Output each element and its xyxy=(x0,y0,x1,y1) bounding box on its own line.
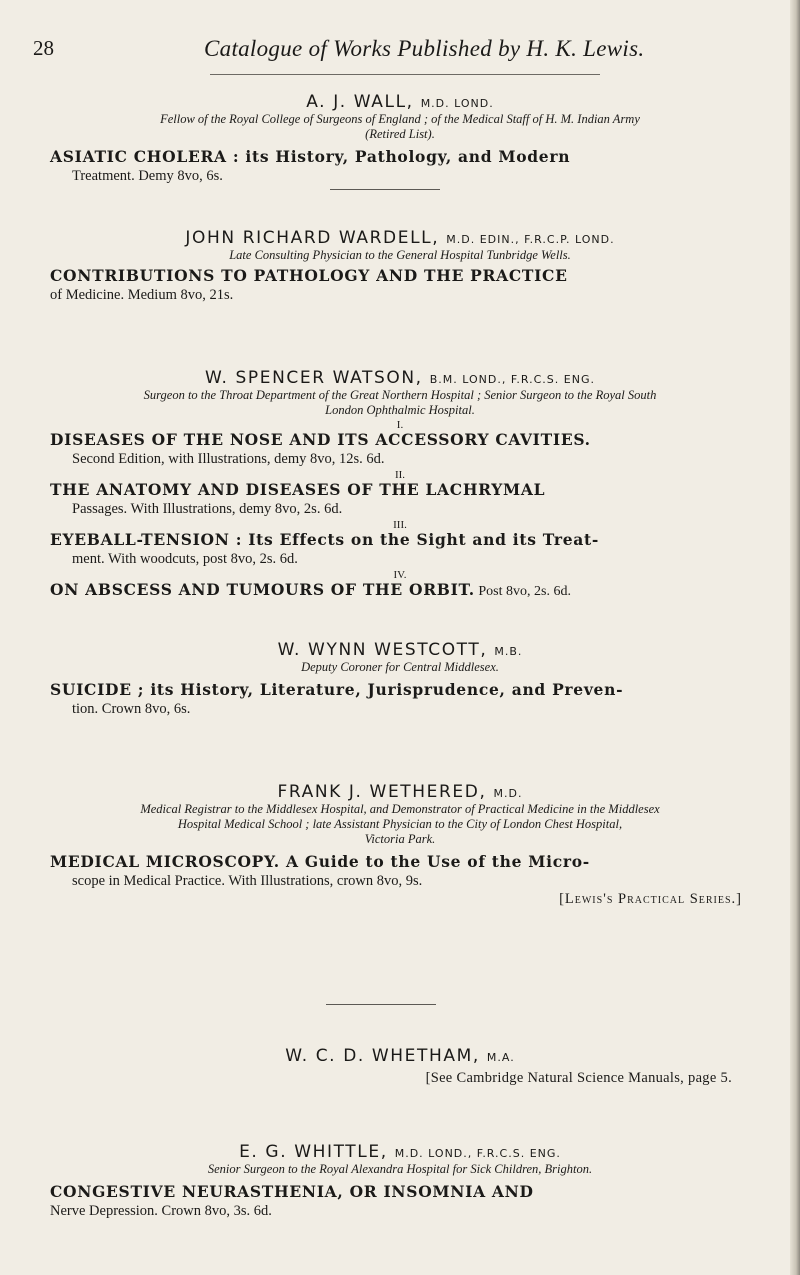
book-detail: of Medicine. Medium 8vo, 21s. xyxy=(50,287,234,303)
catalogue-entry-wall xyxy=(0,92,800,185)
catalogue-entry-westcott xyxy=(0,640,800,718)
book-numeral: II. xyxy=(394,469,406,481)
book-title-rest: Its Effects on the Sight and its Treat- xyxy=(242,530,600,549)
author-degrees: M.D. EDIN., F.R.C.P. LOND. xyxy=(446,233,615,246)
book-detail: Passages. With Illustrations, demy 8vo, 2s. 6d. xyxy=(72,501,343,517)
book-title: ASIATIC CHOLERA : xyxy=(50,147,240,166)
book-detail: Nerve Depression. Crown 8vo, 3s. 6d. xyxy=(50,1203,272,1219)
catalogue-entry-whittle xyxy=(0,1142,800,1220)
author-degrees: M.D. xyxy=(493,787,523,800)
book-detail: Second Edition, with Illustrations, demy 8vo, 12s. 6d. xyxy=(72,451,385,467)
book-title: SUICIDE ; xyxy=(50,680,145,699)
cross-reference-note: [See Cambridge Natural Science Manuals, page 5. xyxy=(425,1070,732,1086)
author-name: E. G. WHITTLE, M.D. LOND., F.R.C.S. ENG. xyxy=(239,1142,561,1162)
book-title-rest: A Guide to the Use of the Micro- xyxy=(279,852,590,871)
book-listing xyxy=(50,531,750,568)
page-header xyxy=(0,34,800,74)
book-listing xyxy=(50,853,750,908)
running-title: Catalogue of Works Published by H. K. Lewis. xyxy=(204,36,645,61)
author-name: A. J. WALL, M.D. LOND. xyxy=(306,92,494,112)
book-title-rest: its History, Literature, Jurisprudence, and Preven- xyxy=(144,680,624,699)
catalogue-entry-whetham xyxy=(0,1046,800,1087)
book-numeral: I. xyxy=(396,419,404,431)
book-title: ON ABSCESS AND TUMOURS OF THE ORBIT. xyxy=(50,580,475,599)
author-degrees: M.D. LOND. xyxy=(420,97,494,110)
series-note: [Lewis's Practical Series.] xyxy=(559,891,742,907)
author-name: W. SPENCER WATSON, B.M. LOND., F.R.C.S. ENG. xyxy=(205,368,595,388)
book-detail: tion. Crown 8vo, 6s. xyxy=(72,701,191,717)
author-name: JOHN RICHARD WARDELL, M.D. EDIN., F.R.C.P. LOND. xyxy=(185,228,615,248)
author-name: FRANK J. WETHERED, M.D. xyxy=(277,782,523,802)
section-divider xyxy=(326,1004,436,1005)
book-detail: Post 8vo, 2s. 6d. xyxy=(474,584,571,599)
book-listing xyxy=(50,1183,750,1220)
book-detail: ment. With woodcuts, post 8vo, 2s. 6d. xyxy=(72,551,298,567)
author-degrees: M.A. xyxy=(486,1051,515,1064)
book-title: MEDICAL MICROSCOPY. xyxy=(50,852,280,871)
catalogue-entry-watson xyxy=(0,368,800,601)
book-listing xyxy=(50,581,750,601)
book-numeral: III. xyxy=(393,519,407,531)
book-title-rest: its History, Pathology, and Modern xyxy=(239,147,571,166)
page-number: 28 xyxy=(33,36,54,60)
book-listing xyxy=(50,148,750,185)
book-title: CONTRIBUTIONS TO PATHOLOGY AND THE PRACTICE xyxy=(50,266,568,285)
author-affiliation: Medical Registrar to the Middlesex Hospital, and Demonstrator of Practical Medicine in the Middlesex Hospital Medical School ; late Assistant Physician to the City of London Chest Hospital, Victoria Park. xyxy=(140,802,660,846)
book-title: EYEBALL-TENSION : xyxy=(50,530,243,549)
author-degrees: M.B. xyxy=(494,645,523,658)
author-name: W. WYNN WESTCOTT, M.B. xyxy=(277,640,523,660)
author-affiliation: Senior Surgeon to the Royal Alexandra Hospital for Sick Children, Brighton. xyxy=(207,1162,593,1176)
section-divider xyxy=(330,189,440,190)
author-name: W. C. D. WHETHAM, M.A. xyxy=(285,1046,515,1066)
book-detail: scope in Medical Practice. With Illustrations, crown 8vo, 9s. xyxy=(72,873,423,889)
book-title: CONGESTIVE NEURASTHENIA, OR INSOMNIA AND xyxy=(50,1182,534,1201)
book-detail: Treatment. Demy 8vo, 6s. xyxy=(72,168,223,184)
book-numeral: IV. xyxy=(393,569,407,581)
catalogue-entry-wethered xyxy=(0,782,800,908)
header-rule xyxy=(210,74,600,75)
author-degrees: M.D. LOND., F.R.C.S. ENG. xyxy=(394,1147,561,1160)
book-title: DISEASES OF THE NOSE AND ITS ACCESSORY CAVITIES. xyxy=(50,430,591,449)
catalogue-entry-wardell xyxy=(0,228,800,304)
author-affiliation: Late Consulting Physician to the General Hospital Tunbridge Wells. xyxy=(229,248,571,262)
book-listing xyxy=(50,481,750,518)
book-title: THE ANATOMY AND DISEASES OF THE LACHRYMAL xyxy=(50,480,546,499)
author-affiliation: Deputy Coroner for Central Middlesex. xyxy=(301,660,499,674)
author-affiliation: Fellow of the Royal College of Surgeons of England ; of the Medical Staff of H. M. Indian Army (Retired List). xyxy=(160,112,640,141)
book-listing xyxy=(50,431,750,468)
book-listing xyxy=(50,681,750,718)
author-degrees: B.M. LOND., F.R.C.S. ENG. xyxy=(429,373,595,386)
book-listing xyxy=(50,267,750,304)
author-affiliation: Surgeon to the Throat Department of the Great Northern Hospital ; Senior Surgeon to the Royal South London Ophthalmic Hospital. xyxy=(143,388,657,417)
